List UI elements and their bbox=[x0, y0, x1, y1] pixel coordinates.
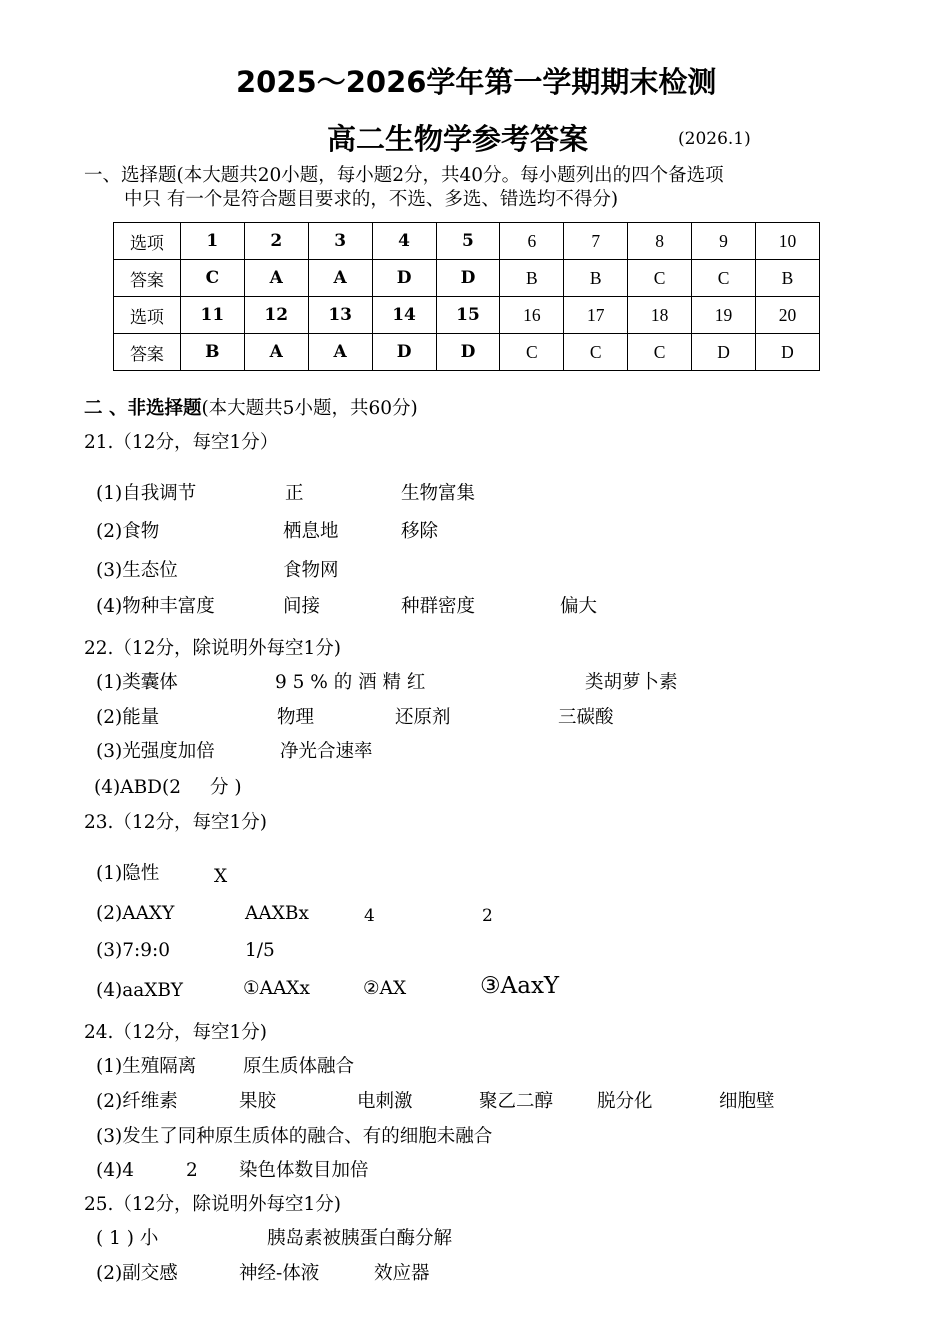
q24-answer: 果胶 bbox=[239, 1091, 277, 1112]
q21-answer: 栖息地 bbox=[283, 521, 339, 542]
q22-answer: 三碳酸 bbox=[558, 707, 614, 728]
answer-cell: D bbox=[372, 334, 436, 371]
q23-answer: (4)aaXBY bbox=[96, 980, 183, 1001]
question-number: 6 bbox=[500, 223, 564, 260]
q22-answer: 还原剂 bbox=[395, 707, 451, 728]
q24-answer: 脱分化 bbox=[597, 1091, 653, 1112]
answer-cell: C bbox=[564, 334, 628, 371]
table-row bbox=[114, 223, 820, 260]
q21-answer: 移除 bbox=[401, 521, 439, 542]
q23-answer: X bbox=[214, 866, 228, 887]
answer-cell: C bbox=[692, 260, 756, 297]
q25-answer: 神经-体液 bbox=[239, 1263, 320, 1284]
question-number: 4 bbox=[372, 223, 436, 260]
q21-answer: 生物富集 bbox=[401, 483, 476, 504]
question-number: 2 bbox=[244, 223, 308, 260]
q21-answer: (3)生态位 bbox=[96, 560, 178, 581]
question-number: 1 bbox=[180, 223, 244, 260]
section1-heading-line2: 中只 有一个是符合题目要求的，不选、多选、错选均不得分) bbox=[124, 189, 619, 210]
q24-answer: (2)纤维素 bbox=[96, 1091, 178, 1112]
question-number: 20 bbox=[755, 297, 819, 334]
answer-cell: B bbox=[755, 260, 819, 297]
exam-date: (2026.1) bbox=[678, 129, 751, 149]
q23-answer: ①AAXx bbox=[243, 978, 310, 999]
q22-answer: 类胡萝卜素 bbox=[585, 672, 678, 693]
question-number: 13 bbox=[308, 297, 372, 334]
answer-cell: C bbox=[628, 334, 692, 371]
question-number: 5 bbox=[436, 223, 500, 260]
answer-cell: C bbox=[628, 260, 692, 297]
q24-answer: 2 bbox=[186, 1160, 198, 1181]
q24-answer: (1)生殖隔离 bbox=[96, 1056, 197, 1077]
row-label: 答案 bbox=[114, 260, 181, 297]
answer-table bbox=[113, 222, 820, 371]
question-number: 10 bbox=[755, 223, 819, 260]
answer-cell: A bbox=[308, 260, 372, 297]
answer-cell: A bbox=[244, 260, 308, 297]
answer-cell: B bbox=[564, 260, 628, 297]
q25-answer: 效应器 bbox=[374, 1263, 430, 1284]
question-number: 14 bbox=[372, 297, 436, 334]
q23-answer: 1/5 bbox=[245, 940, 275, 961]
answer-cell: C bbox=[500, 334, 564, 371]
q23-answer: (3)7:9:0 bbox=[96, 940, 170, 961]
answer-cell: D bbox=[436, 334, 500, 371]
q22-answer: 分 ) bbox=[210, 777, 242, 798]
q25-answer: ( 1 ) 小 bbox=[96, 1228, 159, 1249]
q22-answer: (1)类囊体 bbox=[96, 672, 178, 693]
q22-heading: 22.（12分，除说明外每空1分) bbox=[84, 638, 341, 659]
answer-cell: A bbox=[244, 334, 308, 371]
question-number: 17 bbox=[564, 297, 628, 334]
q24-answer: 电刺激 bbox=[357, 1091, 413, 1112]
question-number: 12 bbox=[244, 297, 308, 334]
q21-answer: (2)食物 bbox=[96, 521, 160, 542]
q23-answer: 4 bbox=[364, 906, 375, 926]
table-row bbox=[114, 260, 820, 297]
q22-answer: 物理 bbox=[277, 707, 315, 728]
answer-cell: D bbox=[372, 260, 436, 297]
q21-answer: 间接 bbox=[283, 596, 321, 617]
answer-cell: D bbox=[755, 334, 819, 371]
q23-answer: ②AX bbox=[363, 978, 407, 999]
q25-answer: 胰岛素被胰蛋白酶分解 bbox=[267, 1228, 453, 1249]
answer-cell: D bbox=[692, 334, 756, 371]
q23-answer: 2 bbox=[482, 906, 493, 926]
q21-answer: 正 bbox=[285, 483, 304, 504]
q23-heading: 23.（12分，每空1分) bbox=[84, 812, 267, 833]
q24-answer: 聚乙二醇 bbox=[479, 1091, 554, 1112]
q21-answer: 种群密度 bbox=[401, 596, 476, 617]
q21-heading: 21.（12分，每空1分） bbox=[84, 432, 279, 453]
question-number: 9 bbox=[692, 223, 756, 260]
question-number: 16 bbox=[500, 297, 564, 334]
q25-heading: 25.（12分，除说明外每空1分) bbox=[84, 1194, 341, 1215]
row-label: 选项 bbox=[114, 297, 181, 334]
answer-cell: A bbox=[308, 334, 372, 371]
q23-answer: ③AaxY bbox=[480, 973, 560, 999]
page-title: 2025～2026学年第一学期期末检测 bbox=[236, 65, 717, 99]
section1-heading-line1: 一、选择题(本大题共20小题，每小题2分，共40分。每小题列出的四个备选项 bbox=[84, 165, 724, 186]
q22-answer: (4)ABD(2 bbox=[94, 777, 181, 798]
question-number: 11 bbox=[180, 297, 244, 334]
answer-cell: B bbox=[500, 260, 564, 297]
q22-answer: (3)光强度加倍 bbox=[96, 741, 215, 762]
answer-cell: D bbox=[436, 260, 500, 297]
section2-heading bbox=[84, 397, 418, 421]
q22-answer: (2)能量 bbox=[96, 707, 160, 728]
question-number: 7 bbox=[564, 223, 628, 260]
q24-heading: 24.（12分，每空1分) bbox=[84, 1022, 267, 1043]
q23-answer: (1)隐性 bbox=[96, 863, 160, 884]
q22-answer: 9 5 % 的 酒 精 红 bbox=[275, 672, 426, 693]
q21-answer: 食物网 bbox=[283, 560, 339, 581]
row-label: 选项 bbox=[114, 223, 181, 260]
q25-answer: (2)副交感 bbox=[96, 1263, 178, 1284]
question-number: 18 bbox=[628, 297, 692, 334]
question-number: 8 bbox=[628, 223, 692, 260]
question-number: 19 bbox=[692, 297, 756, 334]
q24-answer: (4)4 bbox=[96, 1160, 134, 1181]
page-subtitle: 高二生物学参考答案 bbox=[327, 122, 589, 156]
table-row bbox=[114, 297, 820, 334]
q22-answer: 净光合速率 bbox=[280, 741, 373, 762]
q23-answer: AAXBx bbox=[245, 903, 309, 924]
question-number: 3 bbox=[308, 223, 372, 260]
q21-answer: (1)自我调节 bbox=[96, 483, 197, 504]
q24-answer: 细胞壁 bbox=[719, 1091, 775, 1112]
table-row bbox=[114, 334, 820, 371]
answer-cell: B bbox=[180, 334, 244, 371]
answer-cell: C bbox=[180, 260, 244, 297]
section2-heading-suffix: (本大题共5小题，共60分) bbox=[201, 398, 418, 419]
q24-answer: 原生质体融合 bbox=[243, 1056, 355, 1077]
section2-heading-prefix: 二 、非选择题 bbox=[84, 398, 202, 419]
q21-answer: (4)物种丰富度 bbox=[96, 596, 215, 617]
q24-answer: 染色体数目加倍 bbox=[239, 1160, 369, 1181]
q21-answer: 偏大 bbox=[560, 596, 598, 617]
q23-answer: (2)AAXY bbox=[96, 903, 175, 924]
q24-answer: (3)发生了同种原生质体的融合、有的细胞未融合 bbox=[96, 1126, 493, 1147]
question-number: 15 bbox=[436, 297, 500, 334]
row-label: 答案 bbox=[114, 334, 181, 371]
